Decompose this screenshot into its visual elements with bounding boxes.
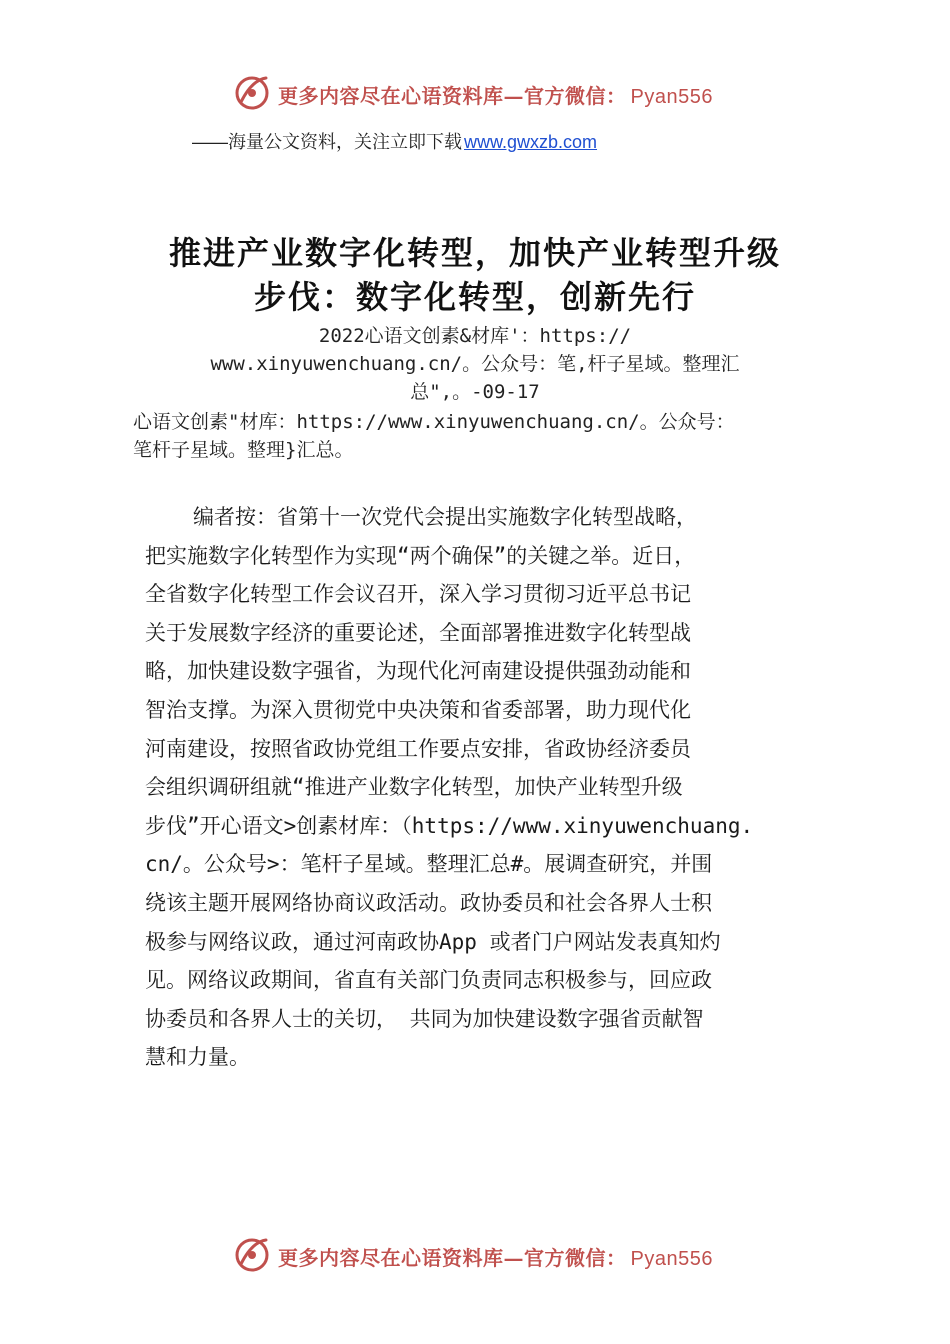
editor-note-paragraph — [145, 498, 845, 1077]
brand-logo-icon — [232, 1234, 272, 1274]
brand-wechat-id: Pyan556 — [630, 86, 713, 108]
meta-line: www.xinyuwenchuang.cn/。公众号：笔,杆子星域。整理汇 — [210, 353, 740, 375]
paragraph-line: cn/。公众号>：笔杆子星域。整理汇总#。展调查研究，并围 — [145, 852, 713, 877]
source-meta-left — [133, 408, 735, 464]
paragraph-line: 协委员和各界人士的关切， 共同为加快建设数字强省贡献智 — [145, 1006, 704, 1031]
paragraph-line: 河南建设，按照省政协党组工作要点安排，省政协经济委员 — [145, 736, 691, 761]
paragraph-line: 见。网络议政期间，省直有关部门负责同志积极参与，回应政 — [145, 968, 712, 993]
source-meta-centered — [150, 322, 800, 406]
paragraph-line: 极参与网络议政，通过河南政协App 或者门户网站发表真知灼 — [145, 929, 721, 954]
paragraph-line: 智治支撑。为深入贯彻党中央决策和省委部署，助力现代化 — [145, 697, 691, 722]
paragraph-line: 绕该主题开展网络协商议政活动。政协委员和社会各界人士积 — [145, 890, 712, 915]
meta-line: 2022心语文创素&材库'：https:// — [318, 325, 632, 347]
paragraph-line: 会组织调研组就“推进产业数字化转型，加快产业转型升级 — [145, 775, 683, 800]
brand-wechat-id: Pyan556 — [630, 1248, 713, 1270]
paragraph-line: 把实施数字化转型作为实现“两个确保”的关键之举。近日， — [145, 543, 696, 568]
download-notice-text: ——海量公文资料，关注立即下载 — [192, 132, 462, 152]
download-link[interactable]: www.gwxzb.com — [464, 132, 598, 152]
paragraph-line: 关于发展数字经济的重要论述，全面部署推进数字化转型战 — [145, 620, 691, 645]
brand-slogan: 更多内容尽在心语资料库—官方微信： — [278, 1246, 627, 1270]
document-title-line-1: 推进产业数字化转型，加快产业转型升级 — [168, 234, 781, 272]
download-notice — [192, 128, 597, 154]
brand-slogan: 更多内容尽在心语资料库—官方微信： — [278, 84, 627, 108]
brand-text — [278, 1242, 713, 1271]
meta-line: 心语文创素"材库：https://www.xinyuwenchuang.cn/。公众号： — [133, 411, 735, 433]
meta-line: 笔杆子星域。整理}汇总。 — [133, 439, 354, 461]
meta-line: 总",。-09-17 — [410, 381, 540, 403]
footer-brand-banner — [0, 1234, 950, 1274]
paragraph-line: 全省数字化转型工作会议召开，深入学习贯彻习近平总书记 — [145, 582, 691, 607]
paragraph-line: 步伐”开心语文>创素材库：（https://www.xinyuwenchuang. — [145, 813, 754, 838]
paragraph-line: 略，加快建设数字强省，为现代化河南建设提供强劲动能和 — [145, 659, 691, 684]
brand-text — [278, 80, 713, 109]
paragraph-line: 编者按：省第十一次党代会提出实施数字化转型战略， — [193, 505, 697, 529]
header-brand-banner — [0, 72, 950, 112]
document-title-line-2: 步伐：数字化转型，创新先行 — [253, 278, 696, 316]
paragraph-line: 慧和力量。 — [145, 1045, 250, 1070]
brand-logo-icon — [232, 72, 272, 112]
